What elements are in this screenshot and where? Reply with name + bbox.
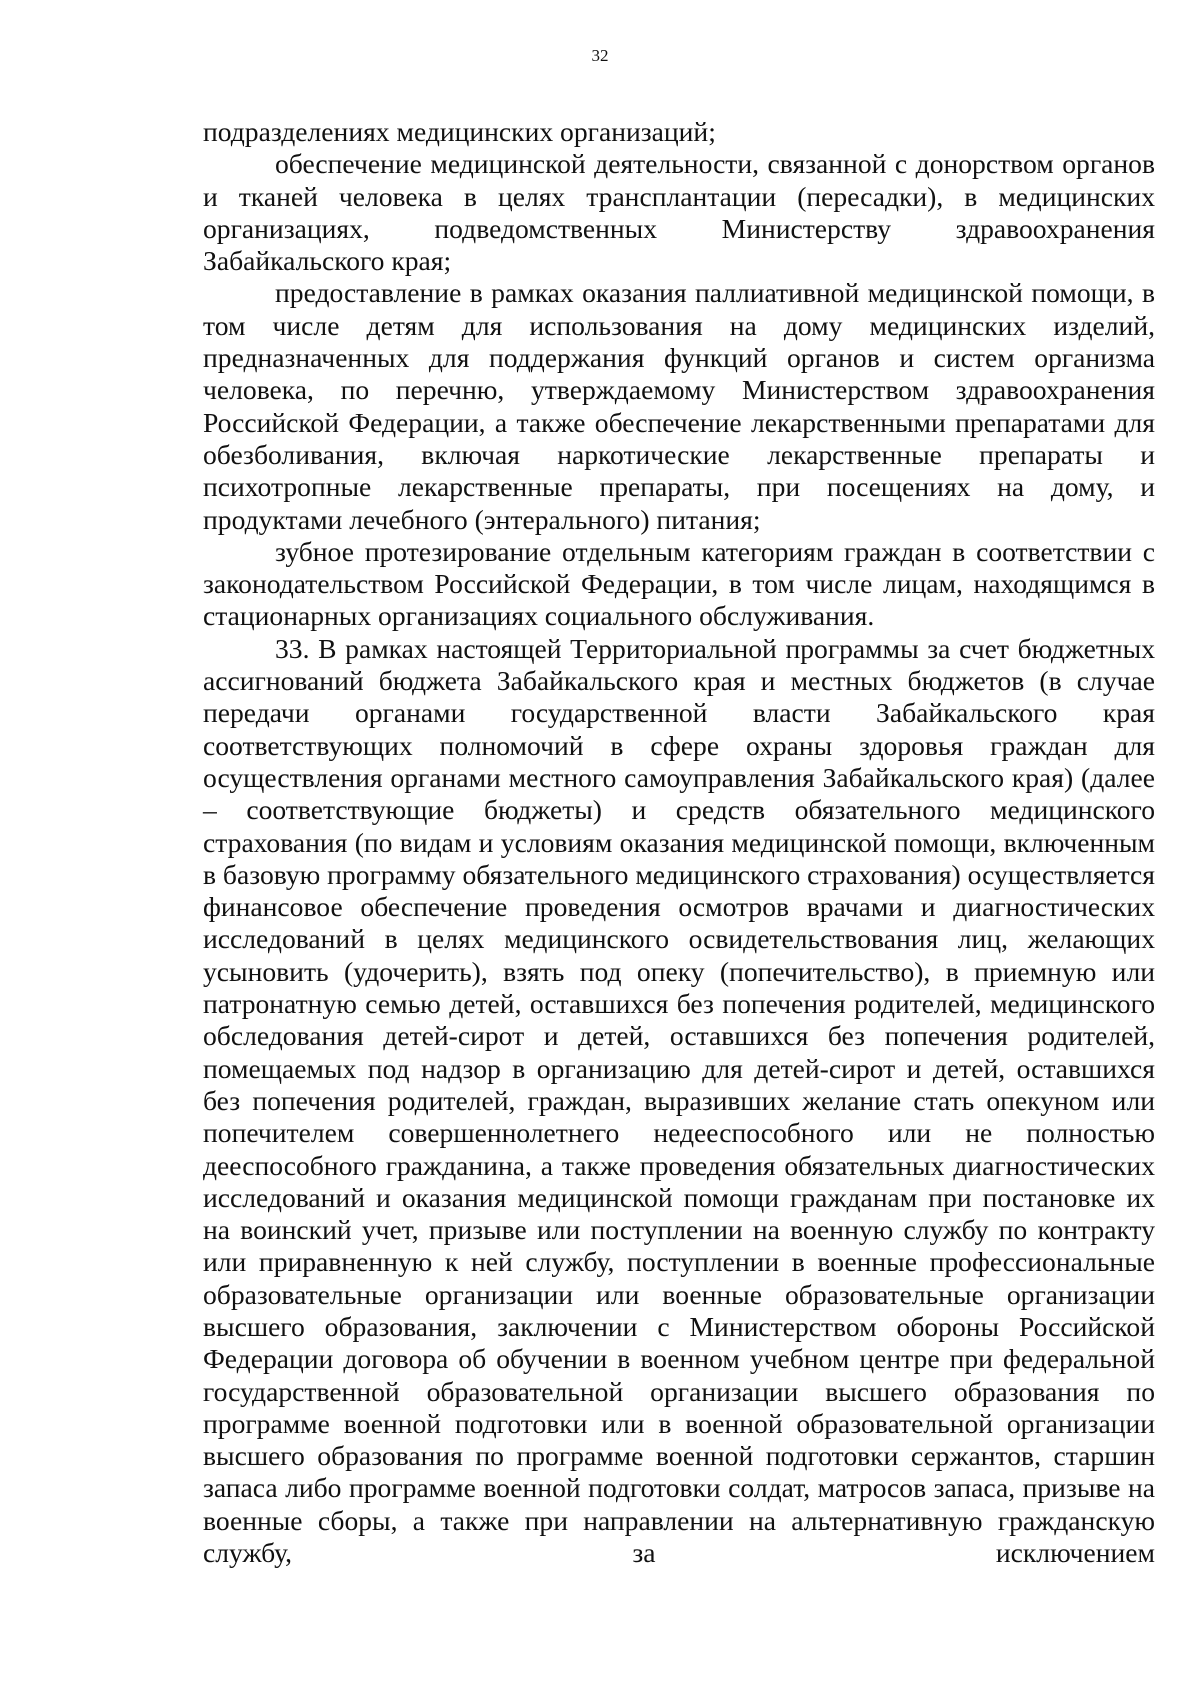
paragraph-dental-prosthetics: зубное протезирование отдельным категориям граждан в соответствии с законодательством Российской Федерации, в том числе лицам, находящимся в стационарных организациях социального обслуживания. — [203, 535, 1155, 632]
paragraph-continuation: подразделениях медицинских организаций; — [203, 116, 716, 147]
paragraph-palliative-care: предоставление в рамках оказания паллиативной медицинской помощи, в том числе детям для использования на дому медицинских изделий, предназначенных для поддержания функций органов и систем организма человека, по перечню, утверждаемому Министерством здравоохранения Российской Федерации, а также обеспечение лекарственными препаратами для обезболивания, включая наркотические лекарственные препараты и психотропные лекарственные препараты, при посещениях на дому, и продуктами лечебного (энтерального) питания; — [203, 277, 1155, 535]
paragraph-item-33: 33. В рамках настоящей Территориальной программы за счет бюджетных ассигнований бюджета Забайкальского края и местных бюджетов (в случае передачи органами государственной власти Забайкальского края соответствующих полномочий в сфере охраны здоровья граждан для осуществления органами местного самоуправления Забайкальского края) (далее – соответствующие бюджеты) и средств обязательного медицинского страхования (по видам и условиям оказания медицинской помощи, включенным в базовую программу обязательного медицинского страхования) осуществляется финансовое обеспечение проведения осмотров врачами и диагностических исследований в целях медицинского освидетельствования лиц, желающих усыновить (удочерить), взять под опеку (попечительство), в приемную или патронатную семью детей, оставшихся без попечения родителей, медицинского обследования детей-сирот и детей, оставшихся без попечения родителей, помещаемых под надзор в организацию для детей-сирот и детей, оставшихся без попечения родителей, граждан, выразивших желание стать опекуном или попечителем совершеннолетнего недееспособного или не полностью дееспособного гражданина, а также проведения обязательных диагностических исследований и оказания медицинской помощи гражданам при постановке их на воинский учет, призыве или поступлении на военную службу по контракту или приравненную к ней службу, поступлении в военные профессиональные образовательные организации или военные образовательные организации высшего образования, заключении с Министерством обороны Российской Федерации договора об обучении в военном учебном центре при федеральной государственной образовательной организации высшего образования по программе военной подготовки или в военной образовательной организации высшего образования по программе военной подготовки сержантов, старшин запаса либо программе военной подготовки солдат, матросов запаса, призыве на военные сборы, а также при направлении на альтернативную гражданскую службу, за исключением — [203, 632, 1155, 1569]
document-body — [203, 116, 1155, 1569]
page-number: 32 — [591, 46, 609, 65]
paragraph-organ-donation: обеспечение медицинской деятельности, связанной с донорством органов и тканей человека в целях трансплантации (пересадки), в медицинских организациях, подведомственных Министерству здравоохранения Забайкальского края; — [203, 148, 1155, 277]
